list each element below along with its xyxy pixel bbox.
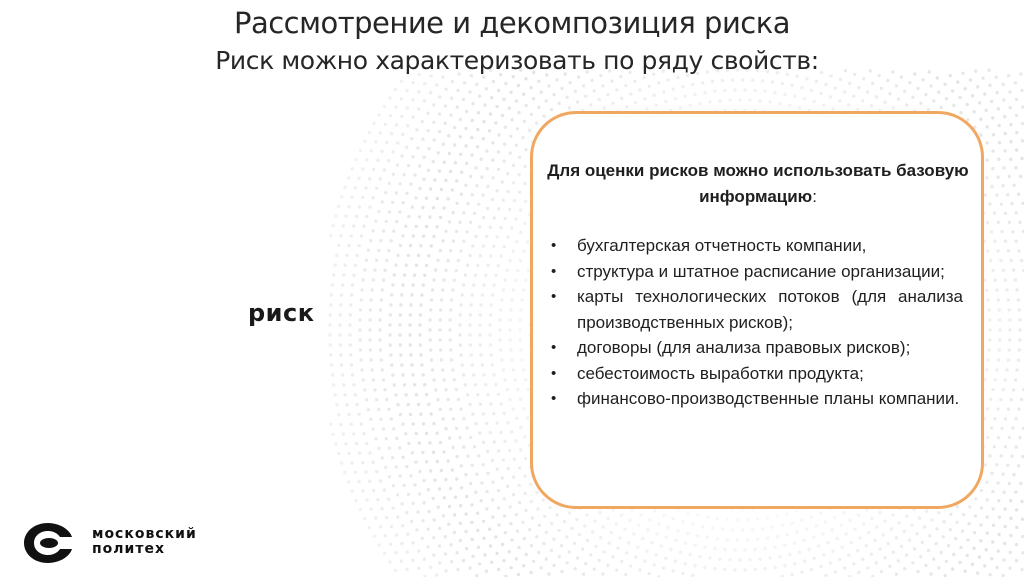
list-item (551, 386, 963, 412)
slide-title: Рассмотрение и декомпозиция риска (233, 6, 791, 40)
slide-subtitle: Риск можно характеризовать по ряду свойств: (215, 46, 819, 75)
list-item-text: финансово-производственные планы компании. (577, 389, 960, 408)
logo-line-1: московский (92, 526, 197, 542)
bullet-icon: • (551, 262, 557, 280)
list-item-text: бухгалтерская отчетность компании, (577, 236, 867, 255)
moscow-polytech-logo-icon (20, 519, 76, 567)
info-box (530, 111, 984, 509)
list-item (551, 259, 963, 285)
list-item (551, 361, 963, 387)
info-box-heading (543, 158, 973, 210)
bullet-icon: • (551, 339, 557, 356)
info-list (551, 233, 963, 412)
list-item (551, 335, 963, 361)
info-box-heading-colon: : (812, 187, 817, 206)
bullet-icon: • (551, 390, 557, 407)
list-item-text: карты технологических потоков (для анализа производственных рисков); (577, 287, 963, 332)
bullet-icon: • (551, 364, 557, 382)
list-item-text: себестоимость выработки продукта; (577, 363, 864, 383)
list-item (551, 233, 963, 259)
logo (20, 519, 260, 567)
info-box-heading-text: Для оценки рисков можно использовать базовую информацию (547, 161, 969, 206)
list-item-text: структура и штатное расписание организации; (577, 261, 945, 281)
logo-text (92, 527, 197, 557)
list-item-text: договоры (для анализа правовых рисков); (577, 338, 911, 357)
bullet-icon: • (551, 288, 557, 305)
logo-line-2: политех (92, 541, 165, 557)
bullet-icon: • (551, 237, 557, 254)
list-item (551, 284, 963, 335)
risk-label: риск (248, 299, 315, 327)
